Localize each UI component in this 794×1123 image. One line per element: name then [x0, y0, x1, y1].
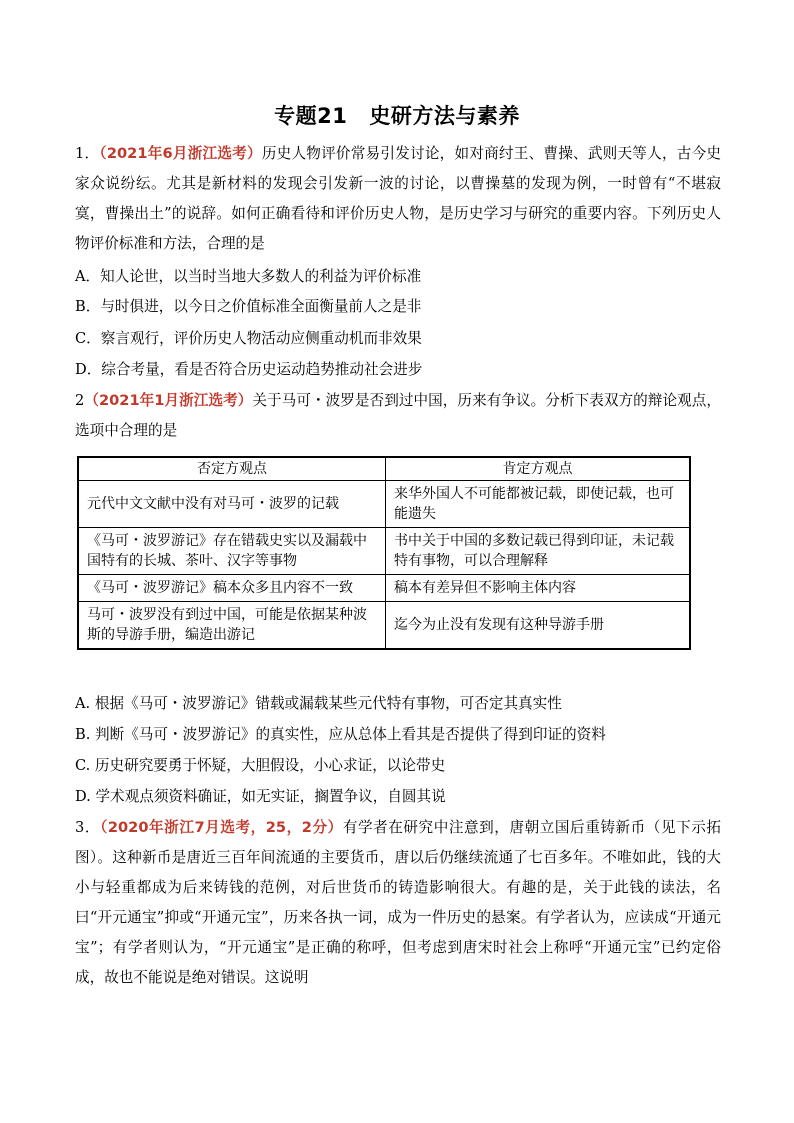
- question-2-stem: [75, 386, 721, 446]
- question-1-text: 历史人物评价常易引发讨论，如对商纣王、曹操、武则天等人，古今史家众说纷纭。尤其是新材料的发现会引发新一波的讨论，以曹操墓的发现为例，一时曾有“不堪寂寞，曹操出土”的说辞。如何正确看待和评价历史人物，是历史学习与研究的重要内容。下列历史人物评价标准和方法，合理的是: [75, 145, 721, 252]
- question-1-option-c: C．察言观行，评价历史人物活动应侧重动机而非效果: [75, 330, 422, 347]
- table-cell-negative: 《马可・波罗游记》稿本众多且内容不一致: [78, 575, 386, 602]
- table-cell-negative: 《马可・波罗游记》存在错载史实以及漏载中国特有的长城、茶叶、汉字等事物: [78, 528, 386, 575]
- question-3-stem: [75, 813, 721, 993]
- question-2-option-a: A. 根据《马可・波罗游记》错载或漏载某些元代特有事物，可否定其真实性: [75, 695, 562, 712]
- question-2-option-b: B. 判断《马可・波罗游记》的真实性，应从总体上看其是否提供了得到印证的资料: [75, 726, 606, 743]
- table-cell-negative: 元代中文文献中没有对马可・波罗的记载: [78, 481, 386, 528]
- table-header-row: [78, 457, 690, 481]
- question-2-option-d: D. 学术观点须资料确证，如无实证，搁置争议，自圆其说: [75, 788, 446, 805]
- page-title: [0, 100, 794, 130]
- table-cell-positive: 稿本有差异但不影响主体内容: [386, 575, 691, 602]
- table-row: [78, 575, 690, 602]
- table-row: [78, 602, 690, 650]
- table-header-negative: 否定方观点: [78, 457, 386, 481]
- question-2-option-c: C. 历史研究要勇于怀疑，大胆假设，小心求证，以论带史: [75, 757, 446, 774]
- question-2-number: 2: [75, 392, 85, 409]
- question-3-source: （2020年浙江7月选考，25，2分）: [100, 819, 343, 836]
- question-3-number: 3．: [75, 819, 100, 836]
- table-cell-positive: 书中关于中国的多数记载已得到印证，未记载特有事物，可以合理解释: [386, 528, 691, 575]
- question-1-option-b: B．与时俱进，以今日之价值标准全面衡量前人之是非: [75, 298, 422, 315]
- comparison-table: [77, 456, 691, 650]
- table-cell-positive: 迄今为止没有发现有这种导游手册: [386, 602, 691, 650]
- table-row: [78, 481, 690, 528]
- question-2-source: （2021年1月浙江选考）: [84, 392, 253, 409]
- title-topic-number: 专题21: [274, 104, 348, 128]
- table-cell-positive: 来华外国人不可能都被记载，即使记载，也可能遗失: [386, 481, 691, 528]
- question-1-stem: [75, 139, 721, 259]
- question-1-option-d: D．综合考量，看是否符合历史运动趋势推动社会进步: [75, 361, 423, 378]
- title-topic-name: 史研方法与素养: [369, 104, 520, 128]
- question-3-text: 有学者在研究中注意到，唐朝立国后重铸新币（见下示拓图）。这种新币是唐近三百年间流通的主要货币，唐以后仍继续流通了七百多年。不唯如此，钱的大小与轻重都成为后来铸钱的范例，对后世货币的铸造影响很大。有趣的是，关于此钱的读法，名曰“开元通宝”抑或“开通元宝”，历来各执一词，成为一件历史的悬案。有学者认为，应读成“开通元宝”；有学者则认为，“开元通宝”是正确的称呼，但考虑到唐宋时社会上称呼“开通元宝”已约定俗成，故也不能说是绝对错误。这说明: [75, 819, 721, 986]
- question-1-option-a: A．知人论世，以当时当地大多数人的利益为评价标准: [75, 268, 422, 285]
- question-2-text: 关于马可・波罗是否到过中国，历来有争议。分析下表双方的辩论观点，选项中合理的是: [75, 392, 721, 439]
- question-1-source: （2021年6月浙江选考）: [99, 145, 262, 162]
- table-header-positive: 肯定方观点: [386, 457, 691, 481]
- question-1-number: 1．: [75, 145, 100, 162]
- table-row: [78, 528, 690, 575]
- table-cell-negative: 马可・波罗没有到过中国，可能是依据某种波斯的导游手册，编造出游记: [78, 602, 386, 650]
